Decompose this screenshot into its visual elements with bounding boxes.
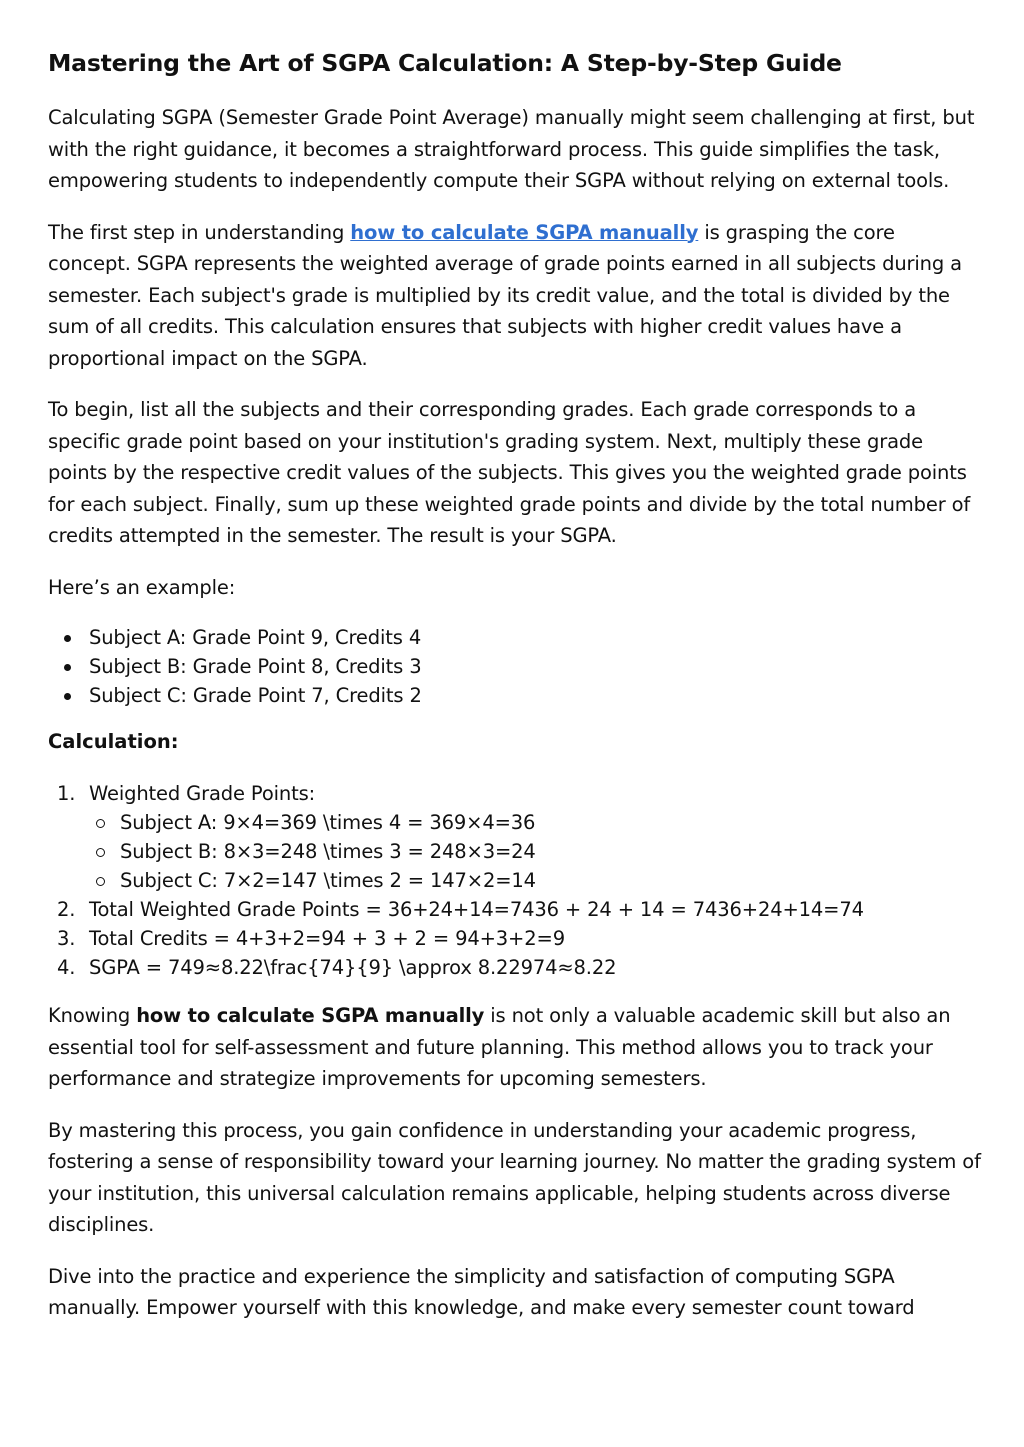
calculation-step: [57, 779, 983, 895]
page-title: Mastering the Art of SGPA Calculation: A Step-by-Step Guide: [48, 49, 842, 77]
weighted-points-list: [89, 808, 983, 895]
skill-text-after: is not only a valuable academic skill but also an essential tool for self-assessment and future planning. This method allows you to track your performance and strategize improvements for upcoming semesters.: [48, 1004, 951, 1090]
intro-paragraph: Calculating SGPA (Semester Grade Point Average) manually might seem challenging at first, but with the right guidance, it becomes a straightforward process. This guide simplifies the task, empowering students to independently compute their SGPA without relying on external tools.: [48, 106, 975, 192]
step-number: 3.: [57, 927, 76, 950]
concept-paragraph: [48, 217, 983, 375]
list-item: Subject C: Grade Point 7, Credits 2: [89, 681, 983, 710]
closing-paragraph: Dive into the practice and experience the simplicity and satisfaction of computing SGPA manually. Empower yourself with this knowledge, and make every semester count toward: [48, 1264, 915, 1319]
concept-text-before: The first step in understanding: [48, 220, 351, 244]
list-item: Subject B: Grade Point 8, Credits 3: [89, 652, 983, 681]
skill-text-before: Knowing: [48, 1004, 137, 1027]
list-item: Subject B: 8×3=248 \times 3 = 248×3=24: [120, 837, 983, 866]
list-item: Subject C: 7×2=147 \times 2 = 147×2=14: [120, 866, 983, 895]
list-item: Subject A: Grade Point 9, Credits 4: [89, 623, 983, 652]
example-list: [48, 623, 983, 710]
calculation-step: [57, 895, 983, 924]
step-number: 4.: [57, 956, 76, 979]
list-item: Subject A: 9×4=369 \times 4 = 369×4=36: [120, 808, 983, 837]
calculation-step: [57, 953, 983, 982]
step-text: SGPA = 749≈8.22\frac{74}{9} \approx 8.22974≈8.22: [89, 956, 617, 979]
example-intro: Here’s an example:: [48, 575, 236, 599]
keyword-bold: how to calculate SGPA manually: [136, 1004, 485, 1027]
confidence-paragraph: By mastering this process, you gain confidence in understanding your academic progress, fostering a sense of responsibility toward your learning journey. No matter the grading system of your institution, this universal calculation remains applicable, helping students across diverse disciplines.: [48, 1118, 981, 1236]
step-text: Total Credits = 4+3+2=94 + 3 + 2 = 94+3+2=9: [89, 927, 565, 950]
calculation-step: [57, 924, 983, 953]
steps-paragraph: To begin, list all the subjects and their corresponding grades. Each grade corresponds to a specific grade point based on your institution's grading system. Next, multiply these grade points by the respective credit values of the subjects. This gives you the weighted grade points for each subject. Finally, sum up these weighted grade points and divide by the total number of credits attempted in the semester. The result is your SGPA.: [48, 398, 971, 547]
step-number: 1.: [57, 782, 76, 805]
document-page: [48, 46, 983, 1344]
concept-text-after: is grasping the core concept. SGPA represents the weighted average of grade points earned in all subjects during a semester. Each subject's grade is multiplied by its credit value, and the total is divided by the sum of all credits. This calculation ensures that subjects with higher credit values have a proportional impact on the SGPA.: [48, 220, 962, 370]
calculation-heading: Calculation:: [48, 730, 179, 753]
skill-paragraph: [48, 1000, 983, 1095]
calculation-steps: [48, 779, 983, 982]
sgpa-guide-link[interactable]: how to calculate SGPA manually: [350, 220, 699, 244]
step-text: Weighted Grade Points:: [89, 782, 316, 805]
step-number: 2.: [57, 898, 76, 921]
step-text: Total Weighted Grade Points = 36+24+14=7436 + 24 + 14 = 7436+24+14=74: [89, 898, 864, 921]
